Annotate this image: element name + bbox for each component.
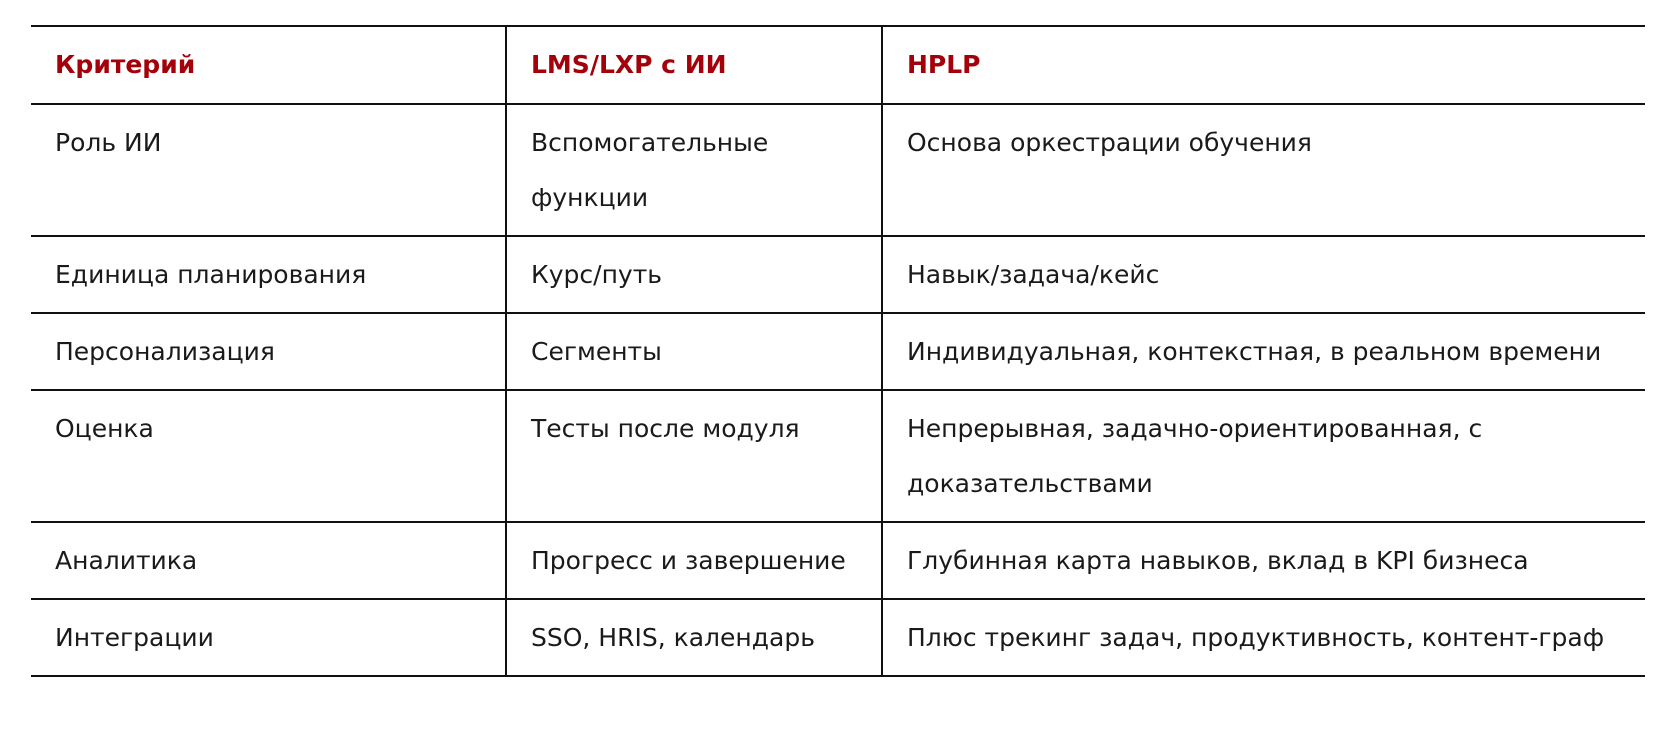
cell-criterion: [31, 104, 506, 236]
cell-text: Курс/путь: [531, 260, 663, 289]
cell-text: Основа оркестрации обучения: [907, 128, 1312, 157]
cell-hplp: [882, 313, 1645, 390]
cell-text: Сегменты: [531, 337, 662, 366]
comparison-table-container: [31, 25, 1645, 677]
cell-text: Роль ИИ: [55, 128, 162, 157]
cell-text: Оценка: [55, 414, 154, 443]
cell-text: Индивидуальная, контекстная, в реальном времени: [907, 337, 1602, 366]
cell-lms-lxp: [506, 599, 882, 676]
header-lms-lxp-label: LMS/LXP с ИИ: [531, 50, 727, 79]
cell-hplp: [882, 104, 1645, 236]
table-row: [31, 236, 1645, 313]
table-row: [31, 522, 1645, 599]
cell-text: SSO, HRIS, календарь: [531, 623, 815, 652]
cell-hplp: [882, 522, 1645, 599]
header-lms-lxp: [506, 26, 882, 104]
cell-criterion: [31, 236, 506, 313]
cell-hplp: [882, 599, 1645, 676]
cell-text: Аналитика: [55, 546, 198, 575]
cell-criterion: [31, 522, 506, 599]
cell-text: Персонализация: [55, 337, 275, 366]
cell-lms-lxp: [506, 104, 882, 236]
cell-text: Непрерывная, задачно-ориентированная, с доказательствами: [907, 414, 1483, 498]
header-criterion: [31, 26, 506, 104]
table-header-row: [31, 26, 1645, 104]
cell-text: Интеграции: [55, 623, 214, 652]
table-row: [31, 313, 1645, 390]
header-criterion-label: Критерий: [55, 50, 196, 79]
cell-lms-lxp: [506, 390, 882, 522]
comparison-table: [31, 25, 1645, 677]
table-row: [31, 599, 1645, 676]
cell-text: Плюс трекинг задач, продуктивность, контент-граф: [907, 623, 1605, 652]
header-hplp: [882, 26, 1645, 104]
cell-criterion: [31, 313, 506, 390]
cell-text: Прогресс и завершение: [531, 546, 846, 575]
cell-text: Навык/задача/кейс: [907, 260, 1160, 289]
cell-lms-lxp: [506, 522, 882, 599]
cell-lms-lxp: [506, 313, 882, 390]
header-hplp-label: HPLP: [907, 50, 981, 79]
cell-text: Тесты после модуля: [531, 414, 800, 443]
cell-criterion: [31, 390, 506, 522]
table-row: [31, 104, 1645, 236]
cell-hplp: [882, 390, 1645, 522]
table-row: [31, 390, 1645, 522]
cell-text: Глубинная карта навыков, вклад в KPI бизнеса: [907, 546, 1529, 575]
cell-lms-lxp: [506, 236, 882, 313]
cell-text: Единица планирования: [55, 260, 367, 289]
cell-criterion: [31, 599, 506, 676]
cell-text: Вспомогательные функции: [531, 128, 769, 212]
cell-hplp: [882, 236, 1645, 313]
